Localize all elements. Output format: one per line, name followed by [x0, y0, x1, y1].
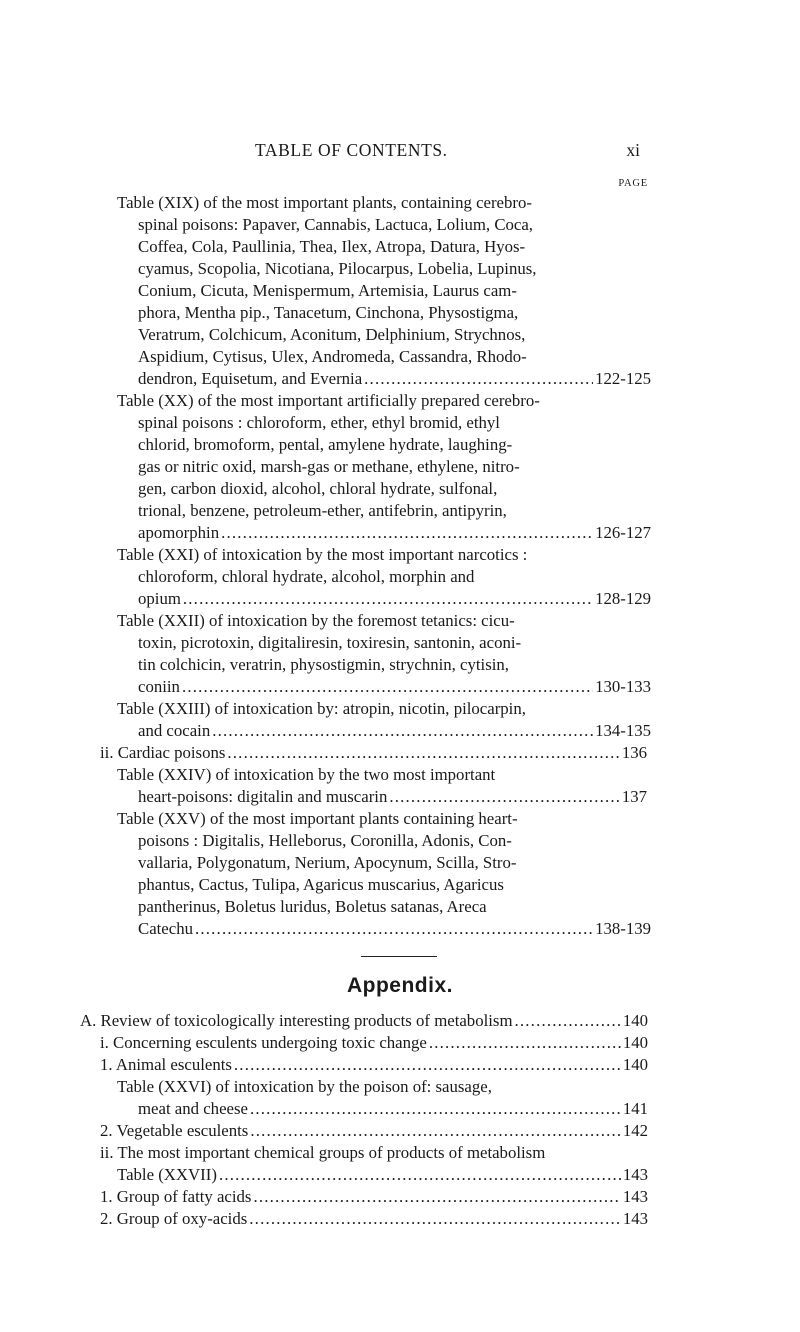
page-ref: 130-133: [595, 677, 651, 696]
toc-entry: meat and cheese . . . 141: [138, 1098, 648, 1120]
toc-line: Table (XXIII) of intoxication by: atropin, nicotin, pilocarpin,: [117, 699, 526, 718]
toc-line: Aspidium, Cytisus, Ulex, Andromeda, Cassandra, Rhodo-: [138, 347, 527, 366]
toc-line: chlorid, bromoform, pental, amylene hydrate, laughing-: [138, 435, 513, 454]
toc-entry: dendron, Equisetum, and Evernia . . . 122-125: [138, 368, 651, 390]
page-column-header: PAGE: [618, 178, 648, 189]
leader-dots: [182, 676, 593, 698]
toc-entry: 1. Group of fatty acids . . . 143: [100, 1186, 648, 1208]
leader-dots: [183, 588, 593, 610]
toc-entry: ii. Cardiac poisons . . . 136: [100, 742, 647, 764]
toc-entry: 1. Animal esculents . . . 140: [100, 1054, 648, 1076]
toc-entry: heart-poisons: digitalin and muscarin . . . 137: [138, 786, 647, 808]
toc-entry: opium . . . 128-129: [138, 588, 651, 610]
appendix-heading: Appendix.: [346, 974, 453, 997]
toc-line: cyamus, Scopolia, Nicotiana, Pilocarpus, Lobelia, Lupinus,: [138, 259, 537, 278]
leader-dots: [212, 720, 593, 742]
page-ref: 143: [622, 1209, 648, 1228]
toc-entry: Catechu . . . 138-139: [138, 918, 651, 940]
toc-line: spinal poisons: Papaver, Cannabis, Lactuca, Lolium, Coca,: [138, 215, 533, 234]
page-ref: 134-135: [595, 721, 651, 740]
page-ref: 140: [622, 1055, 648, 1074]
page-ref: 138-139: [595, 919, 651, 938]
toc-line: Table (XXV) of the most important plants containing heart-: [117, 809, 518, 828]
toc-line: trional, benzene, petroleum-ether, antifebrin, antipyrin,: [138, 501, 507, 520]
toc-entry: coniin . . . 130-133: [138, 676, 651, 698]
toc-line: toxin, picrotoxin, digitaliresin, toxiresin, santonin, aconi-: [138, 633, 522, 652]
toc-entry: A. Review of toxicologically interesting products of metabolism . . . 140: [80, 1010, 648, 1032]
page-ref: 137: [621, 787, 647, 806]
page-ref: 122-125: [595, 369, 651, 388]
toc-line: phantus, Cactus, Tulipa, Agaricus muscarius, Agaricus: [138, 875, 504, 894]
page-ref: 136: [621, 743, 647, 762]
page-ref: 140: [622, 1011, 648, 1030]
toc-line: Conium, Cicuta, Menispermum, Artemisia, Laurus cam-: [138, 281, 517, 300]
toc-line: pantherinus, Boletus luridus, Boletus satanas, Areca: [138, 897, 487, 916]
toc-entry: apomorphin . . . 126-127: [138, 522, 651, 544]
page-ref: 142: [622, 1121, 648, 1140]
page-number: xi: [626, 140, 640, 160]
page-ref: 140: [622, 1033, 648, 1052]
page-ref: 143: [622, 1187, 648, 1206]
toc-line: Table (XX) of the most important artificially prepared cerebro-: [117, 391, 540, 410]
toc-entry: i. Concerning esculents undergoing toxic change . . . 140: [100, 1032, 648, 1054]
toc-line: Table (XXII) of intoxication by the foremost tetanics: cicu-: [117, 611, 515, 630]
toc-entry: 2. Group of oxy-acids . . . 143: [100, 1208, 648, 1230]
toc-line: gas or nitric oxid, marsh-gas or methane, ethylene, nitro-: [138, 457, 520, 476]
toc-line: Coffea, Cola, Paullinia, Thea, Ilex, Atropa, Datura, Hyos-: [138, 237, 526, 256]
toc-line: Veratrum, Colchicum, Aconitum, Delphinium, Strychnos,: [138, 325, 526, 344]
toc-line: Table (XIX) of the most important plants, containing cerebro-: [117, 193, 532, 212]
toc-entry: and cocain . . . 134-135: [138, 720, 651, 742]
running-header-title: TABLE OF CONTENTS.: [255, 140, 448, 160]
page-ref: 126-127: [595, 523, 651, 542]
toc-entry: 2. Vegetable esculents . . . 142: [100, 1120, 648, 1142]
leader-dots: [221, 522, 593, 544]
toc-line: Table (XXIV) of intoxication by the two most important: [117, 765, 496, 784]
toc-line: poisons : Digitalis, Helleborus, Coronilla, Adonis, Con-: [138, 831, 512, 850]
toc-line: Table (XXVI) of intoxication by the poison of: sausage,: [117, 1077, 492, 1096]
toc-line: ii. The most important chemical groups of products of metabolism: [100, 1143, 546, 1162]
leader-dots: [364, 368, 593, 390]
page-ref: 141: [622, 1099, 648, 1118]
toc-line: gen, carbon dioxid, alcohol, chloral hydrate, sulfonal,: [138, 479, 498, 498]
page-ref: 143: [622, 1165, 648, 1184]
toc-line: Table (XXI) of intoxication by the most important narcotics :: [117, 545, 528, 564]
toc-line: spinal poisons : chloroform, ether, ethyl bromid, ethyl: [138, 413, 500, 432]
toc-entry: Table (XXVII) . . . 143: [117, 1164, 648, 1186]
toc-line: vallaria, Polygonatum, Nerium, Apocynum, Scilla, Stro-: [138, 853, 517, 872]
toc-line: tin colchicin, veratrin, physostigmin, strychnin, cytisin,: [138, 655, 509, 674]
toc-line: chloroform, chloral hydrate, alcohol, morphin and: [138, 567, 475, 586]
page-ref: 128-129: [595, 589, 651, 608]
toc-line: phora, Mentha pip., Tanacetum, Cinchona, Physostigma,: [138, 303, 519, 322]
leader-dots: [389, 786, 619, 808]
running-header: [255, 140, 640, 164]
leader-dots: [227, 742, 619, 764]
